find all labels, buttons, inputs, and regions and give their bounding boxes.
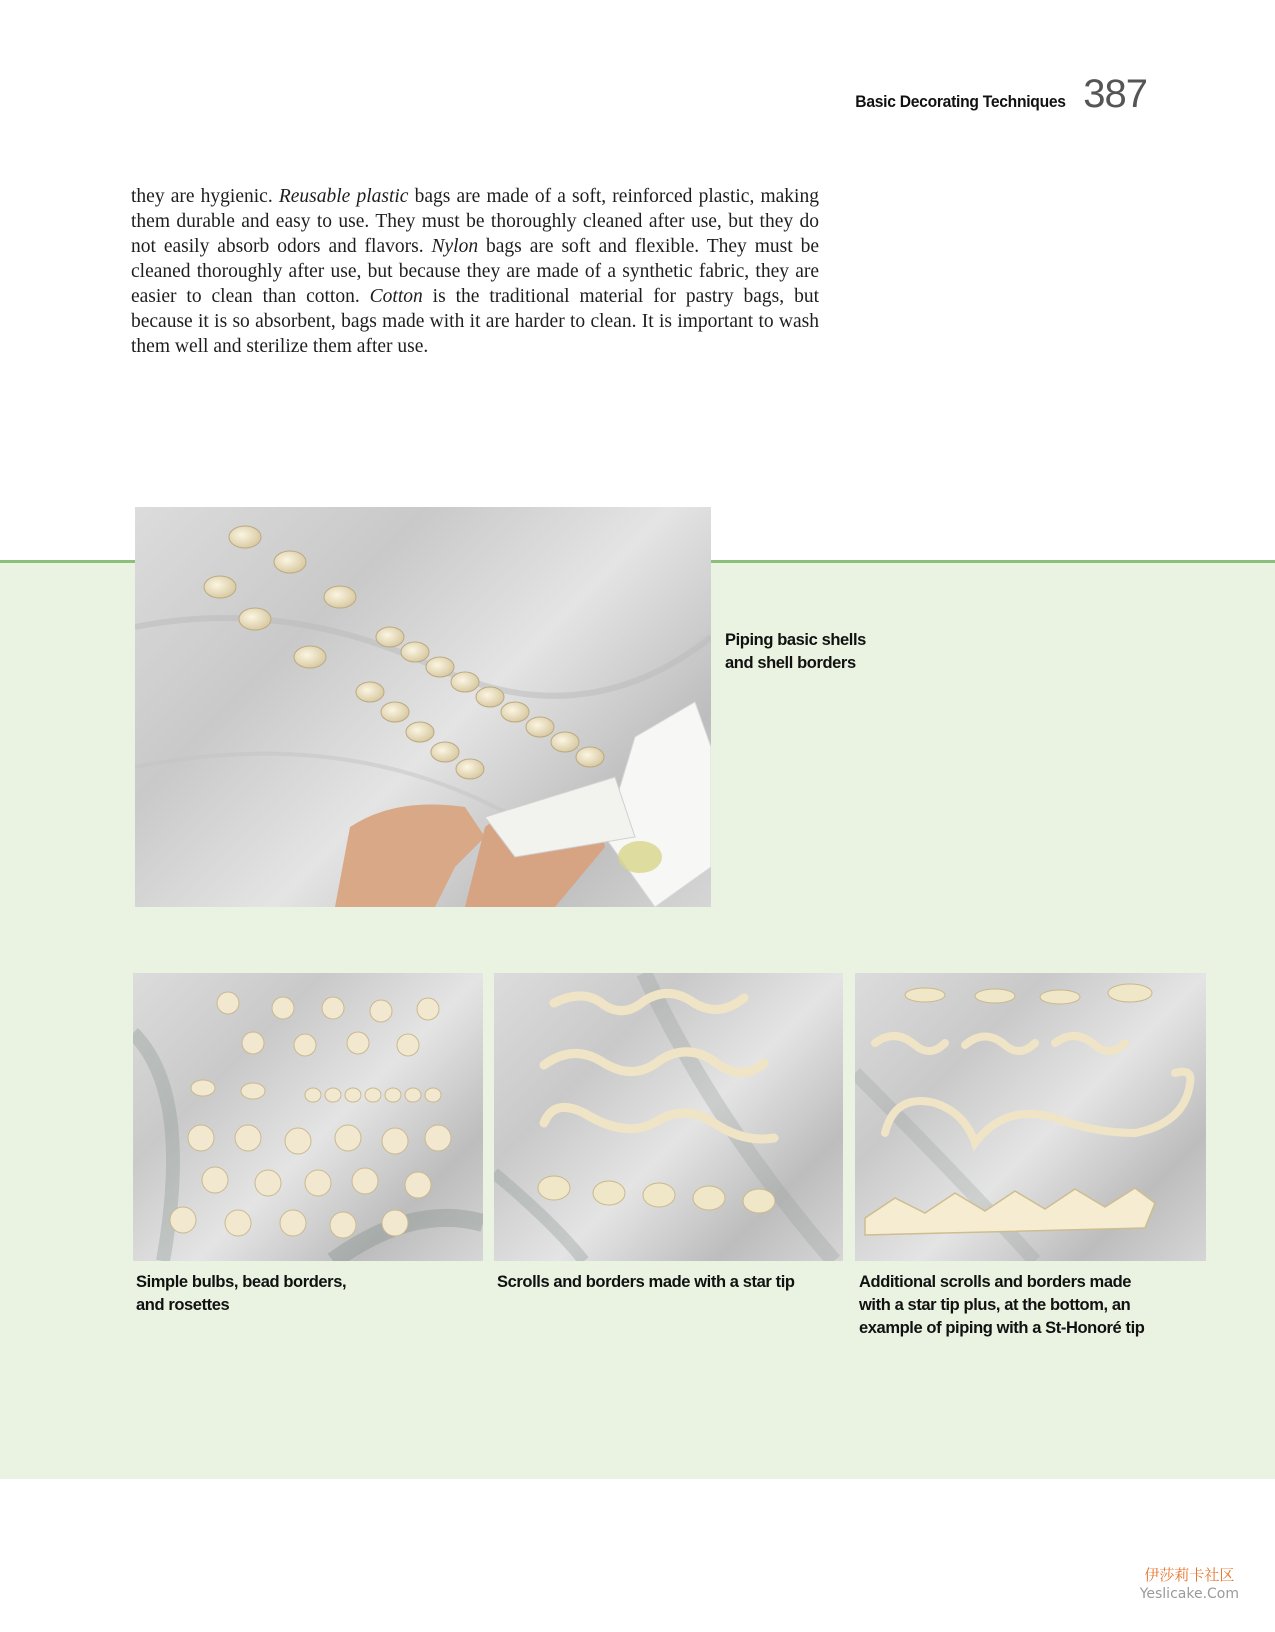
caption-fig-scrolls	[497, 1271, 795, 1294]
section-title: Basic Decorating Techniques	[854, 92, 1066, 111]
bulbs-photo-illustration	[133, 973, 483, 1261]
term-reusable-plastic: Reusable plastic	[278, 186, 409, 207]
body-text-run: bags are made of a soft, reinforced plastic, making them durable and easy to use. They must be thoroughly cleaned after use, but they do not easily absorb odors and flavors.	[131, 186, 819, 257]
caption-fig-bulbs	[136, 1271, 346, 1317]
scrolls-photo-illustration	[494, 973, 843, 1261]
caption-line: Scrolls and borders made with a star tip	[497, 1273, 795, 1291]
additional-scrolls-illustration	[855, 973, 1206, 1261]
caption-line: Simple bulbs, bead borders,	[136, 1273, 347, 1291]
photo-scrolls-borders	[494, 973, 843, 1261]
term-nylon: Nylon	[431, 236, 479, 257]
caption-line: and shell borders	[725, 654, 856, 672]
caption-line: Piping basic shells	[725, 631, 866, 649]
caption-line: and rosettes	[136, 1296, 230, 1314]
watermark-chinese: 伊莎莉卡社区	[1144, 1566, 1235, 1584]
photo-additional-scrolls	[855, 973, 1206, 1261]
body-text-run: they are hygienic.	[131, 186, 279, 207]
caption-main-photo	[725, 629, 866, 675]
photo-bulbs-beads-rosettes	[133, 973, 483, 1261]
term-cotton: Cotton	[369, 286, 423, 307]
body-paragraph	[131, 184, 819, 359]
caption-line: with a star tip plus, at the bottom, an	[859, 1296, 1131, 1314]
body-text-run: bags are soft and flexible. They must be cleaned thoroughly after use, but because they are made of a synthetic fabric, they are easier to clean than cotton.	[131, 236, 819, 307]
caption-line: Additional scrolls and borders made	[859, 1273, 1132, 1291]
shells-photo-illustration	[135, 507, 711, 907]
caption-fig-additional	[859, 1271, 1144, 1340]
caption-line: example of piping with a St-Honoré tip	[859, 1319, 1145, 1337]
page-number: 387	[1083, 72, 1147, 116]
site-watermark	[1140, 1565, 1239, 1603]
body-text-run: is the traditional material for pastry bags, but because it is so absorbent, bags made with it are harder to clean. It is important to wash them well and sterilize them after use.	[131, 286, 819, 357]
running-head	[837, 72, 1147, 117]
watermark-site: Yeslicake.Com	[1139, 1586, 1239, 1602]
photo-piping-shells	[135, 507, 711, 907]
